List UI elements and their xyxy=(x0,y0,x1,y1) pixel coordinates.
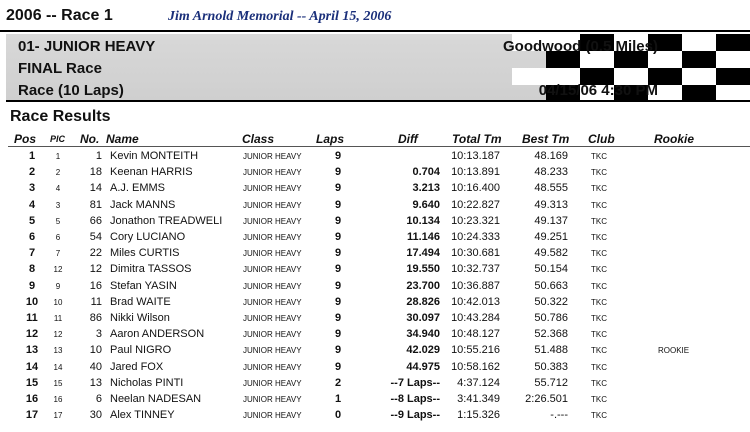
cell-laps: 9 xyxy=(334,312,342,324)
cell-class: JUNIOR HEAVY xyxy=(243,297,302,307)
cell-best: 49.137 xyxy=(534,214,568,227)
cell-diff: --9 Laps-- xyxy=(390,409,440,422)
cell-name: Paul NIGRO xyxy=(110,344,172,357)
cell-best: 51.488 xyxy=(534,344,568,357)
cell-name: Aaron ANDERSON xyxy=(110,328,205,341)
cell-pos: 9 xyxy=(28,279,36,292)
cell-class: JUNIOR HEAVY xyxy=(243,362,302,372)
col-header-no: No. xyxy=(80,132,100,146)
cell-name: Stefan YASIN xyxy=(110,279,177,292)
cell-diff: 0.704 xyxy=(412,166,440,179)
cell-pic: 2 xyxy=(55,168,61,178)
cell-club: TKC xyxy=(591,184,607,194)
cell-pos: 5 xyxy=(28,214,36,227)
section-title: Race Results xyxy=(10,108,111,125)
cell-pos: 10 xyxy=(25,295,39,308)
col-header-name: Name xyxy=(106,132,139,146)
checker-square xyxy=(716,85,750,102)
cell-diff: 42.029 xyxy=(406,344,440,357)
cell-club: TKC xyxy=(591,265,607,275)
cell-no: 14 xyxy=(89,182,102,195)
checker-square xyxy=(682,51,716,68)
cell-pic: 4 xyxy=(55,184,61,194)
cell-diff: 11.146 xyxy=(406,231,440,243)
cell-diff: 19.550 xyxy=(406,263,440,276)
cell-best: 50.383 xyxy=(534,360,568,373)
cell-class: JUNIOR HEAVY xyxy=(243,168,302,178)
cell-best: 49.582 xyxy=(534,247,568,260)
cell-pos: 12 xyxy=(25,328,39,341)
col-header-best: Best Tm xyxy=(522,132,570,146)
cell-no: 66 xyxy=(89,214,102,227)
cell-total: 10:22.827 xyxy=(451,198,500,211)
cell-name: Keenan HARRIS xyxy=(110,166,193,179)
checker-square xyxy=(716,68,750,85)
cell-laps: 9 xyxy=(334,166,342,179)
cell-no: 54 xyxy=(89,231,102,243)
cell-club: TKC xyxy=(591,216,607,226)
cell-best: 48.555 xyxy=(534,182,568,195)
cell-diff: 30.097 xyxy=(406,312,440,324)
race-type: FINAL Race xyxy=(18,60,102,77)
cell-class: JUNIOR HEAVY xyxy=(243,314,302,323)
cell-name: Neelan NADESAN xyxy=(110,393,202,405)
race-id: 2006 -- Race 1 xyxy=(6,7,113,24)
cell-club: TKC xyxy=(591,249,607,259)
cell-pic: 5 xyxy=(55,216,61,226)
cell-diff: 28.826 xyxy=(406,295,440,308)
cell-laps: 0 xyxy=(334,409,342,422)
cell-class: JUNIOR HEAVY xyxy=(243,395,302,404)
col-header-pic: PIC xyxy=(50,134,66,144)
cell-no: 13 xyxy=(89,376,102,389)
table-row xyxy=(0,344,750,360)
top-bar xyxy=(0,0,750,34)
checker-square xyxy=(478,68,512,85)
cell-club: TKC xyxy=(591,281,607,291)
cell-total: 10:43.284 xyxy=(451,312,500,324)
cell-best: 48.233 xyxy=(534,166,568,179)
cell-diff: 34.940 xyxy=(406,328,440,341)
checker-square xyxy=(478,85,512,102)
table-row xyxy=(0,280,750,296)
cell-best: 50.322 xyxy=(534,295,568,308)
cell-best: 55.712 xyxy=(534,376,568,389)
cell-no: 30 xyxy=(89,409,102,422)
cell-best: 52.368 xyxy=(534,328,568,341)
cell-no: 3 xyxy=(95,328,102,341)
cell-club: TKC xyxy=(591,200,607,210)
cell-diff: 10.134 xyxy=(406,214,440,227)
table-row xyxy=(0,409,750,425)
cell-pic: 13 xyxy=(53,346,63,356)
cell-total: 10:42.013 xyxy=(451,295,500,308)
cell-total: 10:13.891 xyxy=(451,166,500,179)
cell-class: JUNIOR HEAVY xyxy=(243,233,302,242)
cell-laps: 9 xyxy=(334,295,342,308)
cell-class: JUNIOR HEAVY xyxy=(243,152,302,161)
cell-club: TKC xyxy=(591,297,607,307)
cell-total: 10:48.127 xyxy=(451,328,500,341)
cell-no: 22 xyxy=(89,247,102,260)
cell-no: 1 xyxy=(95,150,102,162)
col-header-club: Club xyxy=(588,132,615,146)
cell-total: 10:58.162 xyxy=(451,360,500,373)
table-row xyxy=(0,150,750,166)
cell-best: 50.154 xyxy=(534,263,568,276)
cell-name: Dimitra TASSOS xyxy=(110,263,192,276)
cell-class: JUNIOR HEAVY xyxy=(243,216,302,226)
table-row xyxy=(0,361,750,377)
table-row xyxy=(0,231,750,247)
cell-pic: 15 xyxy=(53,378,63,388)
cell-club: TKC xyxy=(591,378,607,388)
cell-laps: 9 xyxy=(334,328,342,341)
cell-pos: 14 xyxy=(25,360,39,373)
cell-total: 10:36.887 xyxy=(451,279,500,292)
race-laps: Race (10 Laps) xyxy=(18,82,124,99)
cell-diff: 3.213 xyxy=(412,182,440,195)
cell-club: TKC xyxy=(591,362,607,372)
cell-rookie: ROOKIE xyxy=(658,346,690,356)
cell-club: TKC xyxy=(591,330,607,340)
header-divider xyxy=(8,146,750,147)
cell-total: 10:55.216 xyxy=(451,344,500,357)
cell-name: A.J. EMMS xyxy=(110,182,166,195)
cell-pic: 6 xyxy=(55,233,61,242)
cell-pic: 7 xyxy=(55,249,61,259)
cell-diff: --8 Laps-- xyxy=(390,393,440,405)
checker-square xyxy=(716,34,750,51)
cell-laps: 9 xyxy=(334,247,342,260)
cell-name: Jonathon TREADWELI xyxy=(110,214,223,227)
cell-pos: 8 xyxy=(28,263,36,276)
cell-pic: 9 xyxy=(55,281,61,291)
cell-laps: 9 xyxy=(334,182,342,195)
cell-total: 10:13.187 xyxy=(451,150,500,162)
cell-best: 2:26.501 xyxy=(525,393,568,405)
race-class: 01- JUNIOR HEAVY xyxy=(18,38,156,55)
table-row xyxy=(0,182,750,198)
cell-no: 12 xyxy=(89,263,102,276)
cell-pos: 6 xyxy=(28,231,36,243)
cell-no: 6 xyxy=(95,393,102,405)
cell-diff: --7 Laps-- xyxy=(390,376,440,389)
checker-square xyxy=(682,85,716,102)
cell-total: 10:30.681 xyxy=(451,247,500,260)
cell-total: 10:32.737 xyxy=(451,263,500,276)
cell-diff: 44.975 xyxy=(406,360,440,373)
cell-name: Nicholas PINTI xyxy=(110,376,184,389)
cell-name: Kevin MONTEITH xyxy=(110,150,199,162)
cell-pic: 3 xyxy=(55,200,61,210)
cell-class: JUNIOR HEAVY xyxy=(243,184,302,194)
table-row xyxy=(0,215,750,231)
col-header-total: Total Tm xyxy=(452,132,502,146)
cell-best: 48.169 xyxy=(534,150,568,162)
cell-laps: 1 xyxy=(334,393,342,405)
cell-laps: 9 xyxy=(334,279,342,292)
cell-laps: 9 xyxy=(334,263,342,276)
cell-pos: 1 xyxy=(28,150,36,162)
cell-class: JUNIOR HEAVY xyxy=(243,346,302,356)
cell-pic: 12 xyxy=(53,330,63,340)
col-header-rookie: Rookie xyxy=(654,132,695,146)
cell-name: Cory LUCIANO xyxy=(110,231,186,243)
cell-laps: 9 xyxy=(334,198,342,211)
cell-laps: 2 xyxy=(334,376,342,389)
cell-club: TKC xyxy=(591,346,607,356)
cell-diff: 17.494 xyxy=(406,247,440,260)
top-divider xyxy=(0,30,750,32)
cell-no: 81 xyxy=(89,198,102,211)
cell-class: JUNIOR HEAVY xyxy=(243,411,302,421)
cell-no: 11 xyxy=(90,295,102,308)
cell-pos: 13 xyxy=(25,344,39,357)
cell-club: TKC xyxy=(591,395,607,404)
cell-laps: 9 xyxy=(334,214,342,227)
cell-no: 18 xyxy=(89,166,102,179)
table-row xyxy=(0,328,750,344)
col-header-pos: Pos xyxy=(14,132,37,146)
cell-name: Brad WAITE xyxy=(110,295,171,308)
cell-diff: 23.700 xyxy=(406,279,440,292)
cell-name: Jack MANNS xyxy=(110,198,176,211)
cell-no: 40 xyxy=(89,360,102,373)
cell-laps: 9 xyxy=(334,360,342,373)
cell-no: 86 xyxy=(89,312,102,324)
table-row xyxy=(0,296,750,312)
cell-laps: 9 xyxy=(334,150,342,162)
cell-total: 10:23.321 xyxy=(451,214,500,227)
checker-square xyxy=(682,68,716,85)
cell-total: 4:37.124 xyxy=(457,376,500,389)
race-header-panel xyxy=(6,34,750,102)
cell-pic: 10 xyxy=(53,297,63,307)
cell-name: Nikki Wilson xyxy=(110,312,170,324)
cell-class: JUNIOR HEAVY xyxy=(243,265,302,275)
cell-best: 50.663 xyxy=(534,279,568,292)
cell-class: JUNIOR HEAVY xyxy=(243,281,302,291)
race-datetime: 04/15/06 4:30 PM xyxy=(538,82,658,99)
cell-pic: 1 xyxy=(55,152,61,161)
cell-best: 50.786 xyxy=(534,312,568,324)
cell-pic: 17 xyxy=(53,411,63,421)
cell-name: Miles CURTIS xyxy=(110,247,180,260)
cell-pos: 15 xyxy=(25,376,39,389)
cell-pos: 4 xyxy=(28,198,36,211)
cell-pic: 11 xyxy=(53,314,63,323)
cell-club: TKC xyxy=(591,168,607,178)
cell-best: 49.313 xyxy=(534,198,568,211)
cell-no: 10 xyxy=(89,344,102,357)
track-name: Goodwood (0.5 Miles) xyxy=(502,38,658,55)
table-row xyxy=(0,377,750,393)
col-header-diff: Diff xyxy=(398,132,418,146)
table-row xyxy=(0,166,750,182)
cell-class: JUNIOR HEAVY xyxy=(243,378,302,388)
cell-pic: 14 xyxy=(53,362,63,372)
cell-pic: 16 xyxy=(53,395,63,404)
cell-pos: 3 xyxy=(28,182,36,195)
cell-best: -.--- xyxy=(550,409,568,422)
checker-square xyxy=(716,51,750,68)
cell-no: 16 xyxy=(89,279,102,292)
table-row xyxy=(0,199,750,215)
cell-name: Alex TINNEY xyxy=(110,409,175,422)
cell-class: JUNIOR HEAVY xyxy=(243,330,302,340)
table-row xyxy=(0,393,750,409)
cell-club: TKC xyxy=(591,411,607,421)
cell-club: TKC xyxy=(591,152,607,161)
cell-pos: 16 xyxy=(25,393,39,405)
table-row xyxy=(0,247,750,263)
cell-club: TKC xyxy=(591,233,607,242)
table-row xyxy=(0,263,750,279)
event-title: Jim Arnold Memorial -- April 15, 2006 xyxy=(168,9,392,24)
col-header-laps: Laps xyxy=(316,132,345,146)
cell-best: 49.251 xyxy=(534,231,568,243)
cell-total: 1:15.326 xyxy=(457,409,500,422)
checker-square xyxy=(682,34,716,51)
cell-class: JUNIOR HEAVY xyxy=(243,249,302,259)
cell-pos: 17 xyxy=(25,409,39,422)
cell-pic: 12 xyxy=(53,265,63,275)
cell-total: 10:24.333 xyxy=(451,231,500,243)
cell-diff: 9.640 xyxy=(412,198,440,211)
cell-class: JUNIOR HEAVY xyxy=(243,200,302,210)
cell-club: TKC xyxy=(591,314,607,323)
table-row xyxy=(0,312,750,328)
cell-total: 3:41.349 xyxy=(457,393,500,405)
cell-pos: 11 xyxy=(26,312,38,324)
cell-laps: 9 xyxy=(334,344,342,357)
cell-name: Jared FOX xyxy=(110,360,164,373)
cell-pos: 7 xyxy=(28,247,36,260)
cell-laps: 9 xyxy=(334,231,342,243)
cell-pos: 2 xyxy=(28,166,36,179)
cell-total: 10:16.400 xyxy=(451,182,500,195)
col-header-class: Class xyxy=(242,132,275,146)
